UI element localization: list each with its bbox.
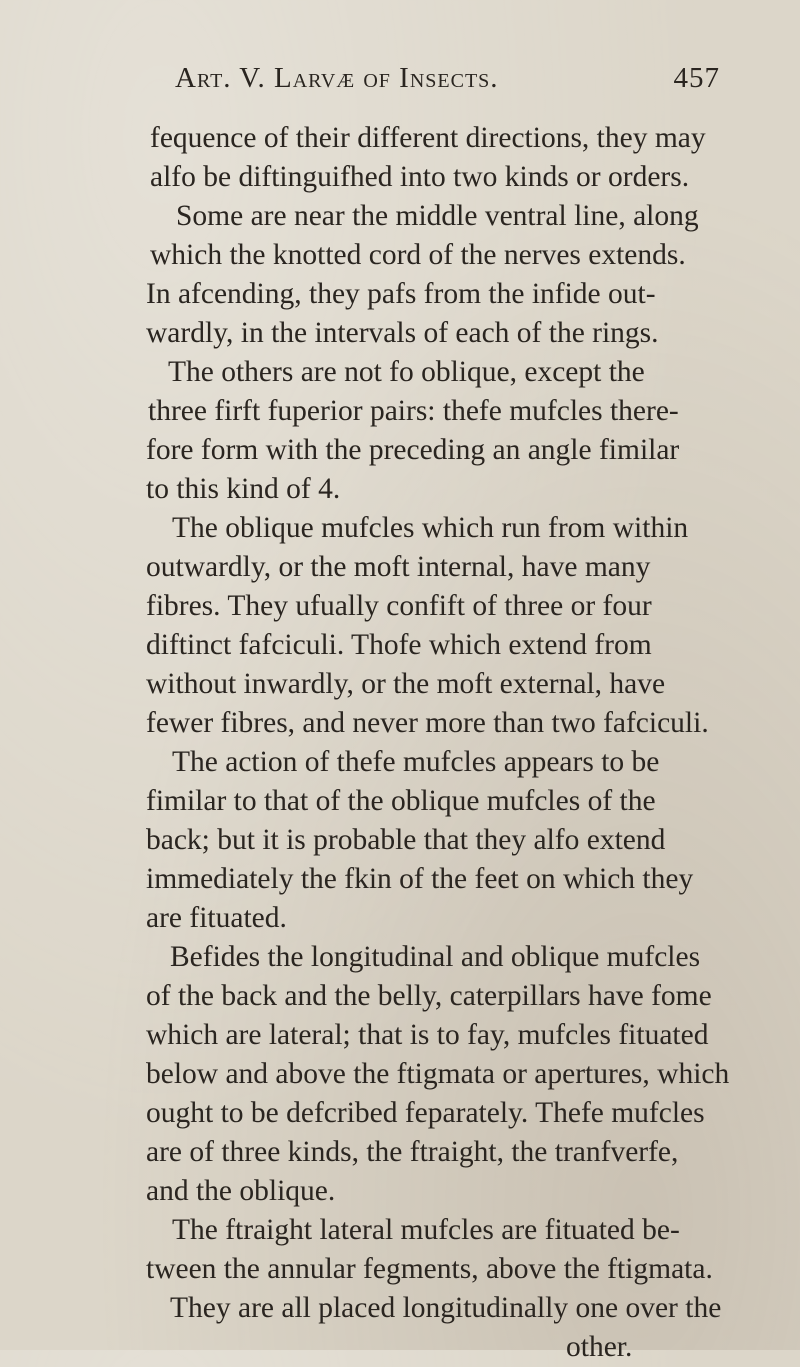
- text-line: of the back and the belly, caterpillars have fome: [146, 980, 712, 1012]
- text-line: which are lateral; that is to fay, mufcles fituated: [146, 1019, 709, 1051]
- text-line: back; but it is probable that they alfo extend: [146, 824, 666, 856]
- text-line: The action of thefe mufcles appears to be: [172, 746, 660, 778]
- text-line: without inwardly, or the moft external, have: [146, 668, 666, 700]
- text-line: which the knotted cord of the nerves extends.: [150, 239, 686, 271]
- text-line: below and above the ftigmata or apertures, which: [146, 1058, 730, 1090]
- text-line: are fituated.: [146, 902, 287, 934]
- text-line: They are all placed longitudinally one over the: [170, 1292, 722, 1324]
- text-line: outwardly, or the moft internal, have many: [146, 551, 651, 583]
- text-line: The ftraight lateral mufcles are fituated be-: [172, 1214, 680, 1246]
- text-line: fibres. They ufually confift of three or four: [146, 590, 652, 622]
- text-line: are of three kinds, the ftraight, the tranfverfe,: [146, 1136, 679, 1168]
- text-line: and the oblique.: [146, 1175, 336, 1207]
- text-line: ought to be defcribed feparately. Thefe mufcles: [146, 1097, 705, 1129]
- running-head-title: Art. V. Larvæ of Insects.: [175, 62, 499, 94]
- text-line: to this kind of 4.: [146, 473, 341, 505]
- text-line: fimilar to that of the oblique mufcles of the: [146, 785, 656, 817]
- text-line: Befides the longitudinal and oblique mufcles: [170, 941, 701, 973]
- page-number: 457: [673, 62, 720, 94]
- text-line: other.: [566, 1331, 633, 1363]
- text-line: diftinct fafciculi. Thofe which extend from: [146, 629, 652, 661]
- text-line: immediately the fkin of the feet on which they: [146, 863, 694, 895]
- text-line: fequence of their different directions, they may: [150, 122, 706, 154]
- running-head: [175, 62, 720, 98]
- text-line: wardly, in the intervals of each of the rings.: [146, 317, 659, 349]
- text-line: tween the annular fegments, above the ftigmata.: [146, 1253, 713, 1285]
- text-line: The others are not fo oblique, except the: [168, 356, 645, 388]
- text-line: In afcending, they pafs from the infide out-: [146, 278, 656, 310]
- text-line: fewer fibres, and never more than two fafciculi.: [146, 707, 709, 739]
- text-line: three firft fuperior pairs: thefe mufcles there-: [148, 395, 679, 427]
- text-line: alfo be diftinguifhed into two kinds or orders.: [150, 161, 690, 193]
- text-line: Some are near the middle ventral line, along: [176, 200, 699, 232]
- text-line: The oblique mufcles which run from within: [172, 512, 689, 544]
- text-line: fore form with the preceding an angle fimilar: [146, 434, 680, 466]
